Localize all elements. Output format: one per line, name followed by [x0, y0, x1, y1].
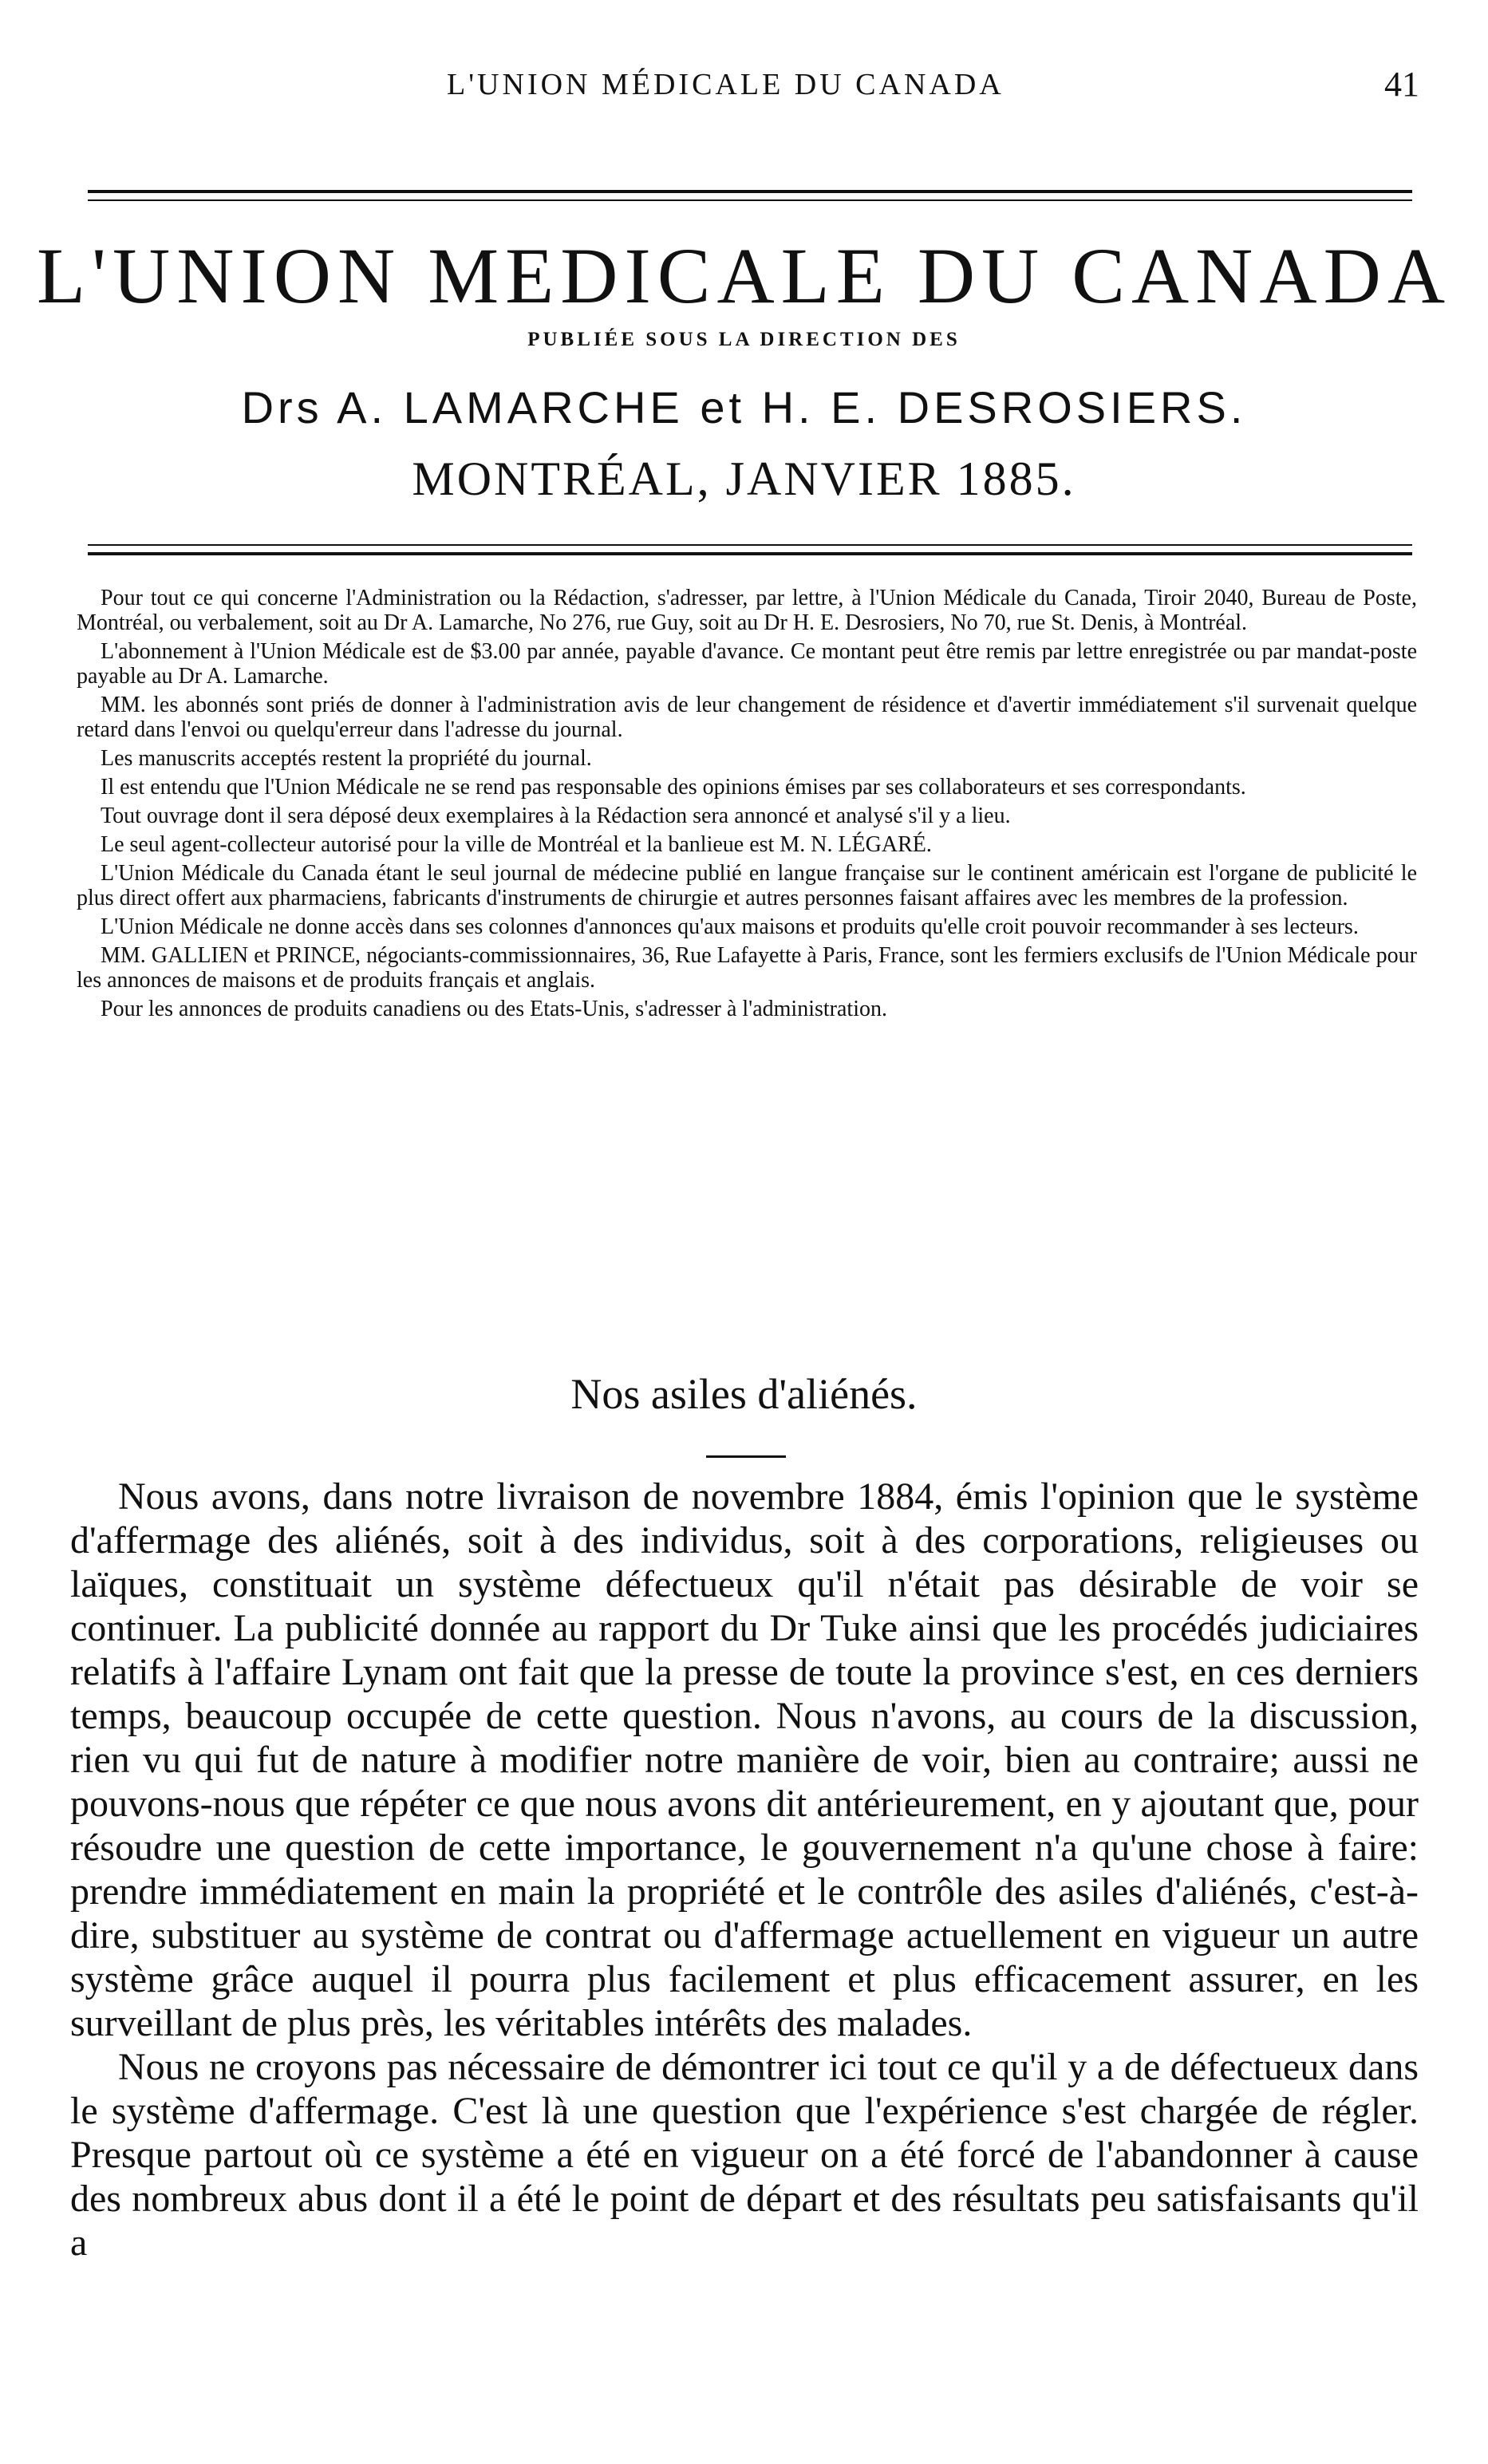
masthead-dateline: MONTRÉAL, JANVIER 1885. — [412, 452, 1076, 505]
notice-paragraph: L'abonnement à l'Union Médicale est de $3.00 par année, payable d'avance. Ce montant peut être remis par lettre enregistrée ou par mandat-poste payable au Dr A. Lamarche. — [77, 639, 1417, 689]
notice-paragraph: Pour tout ce qui concerne l'Administration ou la Rédaction, s'adresser, par lettre, à l'Union Médicale du Canada, Tiroir 2040, Bureau de Poste, Montréal, ou verbalement, soit au Dr A. Lamarche, No 276, rue Guy, soit au Dr H. E. Desrosiers, No 70, rue St. Denis, à Montréal. — [77, 586, 1417, 635]
masthead-bottom-rule-thick — [88, 552, 1412, 555]
notice-paragraph: L'Union Médicale ne donne accès dans ses colonnes d'annonces qu'aux maisons et produits qu'elle croit pouvoir recommander à ses lecteurs. — [101, 914, 1359, 939]
notice-paragraph: MM. GALLIEN et PRINCE, négociants-commissionnaires, 36, Rue Lafayette à Paris, France, sont les fermiers exclusifs de l'Union Médicale pour les annonces de maisons et de produits français et anglais. — [77, 943, 1417, 993]
masthead-directors: Drs A. LAMARCHE et H. E. DESROSIERS. — [241, 382, 1247, 432]
notice-paragraph: Les manuscrits acceptés restent la propriété du journal. — [101, 746, 592, 771]
running-head — [0, 67, 1488, 115]
masthead-top-rule-thin — [88, 199, 1412, 201]
page-number: 41 — [1384, 65, 1419, 104]
notice-paragraph: Tout ouvrage dont il sera déposé deux exemplaires à la Rédaction sera annoncé et analysé s'il y a lieu. — [101, 804, 1011, 828]
notice-paragraph: Il est entendu que l'Union Médicale ne se rend pas responsable des opinions émises par ses collaborateurs et ses correspondants. — [101, 775, 1246, 800]
notice-paragraph: MM. les abonnés sont priés de donner à l'administration avis de leur changement de résidence et d'avertir immédiatement s'il survenait quelque retard dans l'envoi ou quelqu'erreur dans l'adresse du journal. — [77, 693, 1417, 742]
masthead-title: L'UNION MEDICALE DU CANADA — [36, 231, 1452, 320]
notice-paragraph: Le seul agent-collecteur autorisé pour la ville de Montréal et la banlieue est M. N. LÉGARÉ. — [101, 832, 932, 857]
article-paragraph: Nous ne croyons pas nécessaire de démontrer ici tout ce qu'il y a de défectueux dans le système d'affermage. C'est là une question que l'expérience s'est chargée de régler. Presque partout où ce système a été en vigueur on a été forcé de l'abandonner à cause des nombreux abus dont il a été le point de départ et des résultats peu satisfaisants qu'il a — [70, 2046, 1419, 2264]
notice-paragraph: Pour les annonces de produits canadiens ou des Etats-Unis, s'adresser à l'administration. — [101, 997, 887, 1021]
article-title-rule — [706, 1455, 786, 1458]
notice-paragraph: L'Union Médicale du Canada étant le seul journal de médecine publié en langue française sur le continent américain est l'organe de publicité le plus direct offert aux pharmaciens, fabricants d'instruments de chirurgie et autres personnes faisant affaires avec les membres de la profession. — [77, 861, 1417, 910]
masthead-bottom-rule — [88, 544, 1412, 546]
publication-notices — [77, 586, 1417, 1025]
article-title: Nos asiles d'aliénés. — [570, 1370, 918, 1418]
article-body — [70, 1475, 1419, 2265]
running-title: L'UNION MÉDICALE DU CANADA — [447, 68, 1004, 101]
masthead-subtitle: PUBLIÉE SOUS LA DIRECTION DES — [527, 329, 961, 350]
article-paragraph: Nous avons, dans notre livraison de novembre 1884, émis l'opinion que le système d'affermage des aliénés, soit à des individus, soit à des corporations, religieuses ou laïques, constituait un système défectueux qu'il n'était pas désirable de voir se continuer. La publicité donnée au rapport du Dr Tuke ainsi que les procédés judiciaires relatifs à l'affaire Lynam ont fait que la presse de toute la province s'est, en ces derniers temps, beaucoup occupée de cette question. Nous n'avons, au cours de la discussion, rien vu qui fut de nature à modifier notre manière de voir, bien au contraire; aussi ne pouvons-nous que répéter ce que nous avons dit antérieurement, en y ajoutant que, pour résoudre une question de cette importance, le gouvernement n'a qu'une chose à faire: prendre immédiatement en main la propriété et le contrôle des asiles d'aliénés, c'est-à-dire, substituer au système de contrat ou d'affermage actuellement en vigueur un autre système grâce auquel il pourra plus facilement et plus efficacement assurer, en les surveillant de plus près, les véritables intérêts des malades. — [70, 1475, 1419, 2044]
masthead-top-rule — [88, 190, 1412, 193]
